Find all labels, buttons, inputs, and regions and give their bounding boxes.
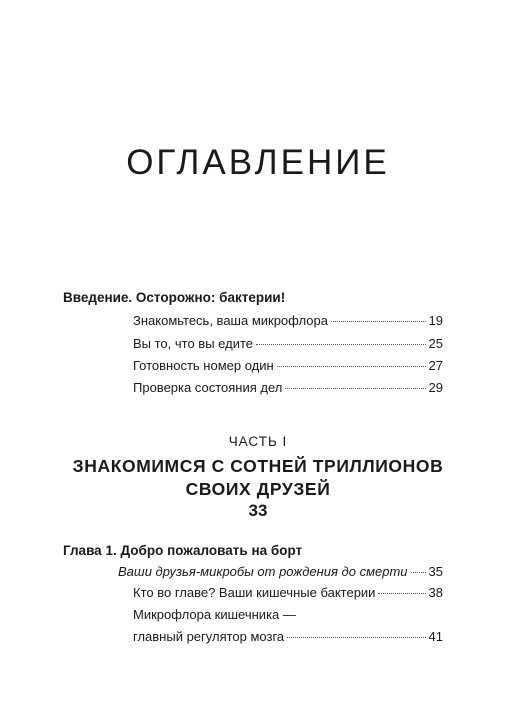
dot-leader <box>256 344 426 345</box>
chapter-heading: Глава 1. Добро пожаловать на борт <box>63 543 303 558</box>
toc-entry-page: 29 <box>428 380 443 395</box>
dot-leader <box>277 366 426 367</box>
toc-entry-page: 19 <box>428 313 443 328</box>
part-title <box>0 455 516 501</box>
dot-leader <box>287 637 425 638</box>
toc-entry[interactable] <box>133 313 443 329</box>
toc-subsection[interactable] <box>118 564 443 580</box>
part-title-line: ЗНАКОМИМСЯ С СОТНЕЙ ТРИЛЛИОНОВ <box>72 456 444 476</box>
part-title-line: СВОИХ ДРУЗЕЙ <box>185 479 331 499</box>
intro-heading: Введение. Осторожно: бактерии! <box>63 290 286 305</box>
page-title: ОГЛАВЛЕНИЕ <box>126 143 390 182</box>
toc-entry-label: Знакомьтесь, ваша микрофлора <box>133 313 328 328</box>
dot-leader <box>285 388 425 389</box>
toc-entry-label: Ваши друзья-микробы от рождения до смерти <box>118 564 408 579</box>
toc-entry[interactable] <box>133 380 443 396</box>
toc-entry[interactable] <box>133 358 443 374</box>
toc-entry-label: Вы то, что вы едите <box>133 336 254 351</box>
toc-entry-label-line: Микрофлора кишечника — <box>133 607 296 622</box>
toc-entry-page: 27 <box>428 358 443 373</box>
toc-entry-page: 35 <box>428 564 443 579</box>
toc-entry-label: Готовность номер один <box>133 358 274 373</box>
toc-entry-label: главный регулятор мозга <box>133 629 285 644</box>
dot-leader <box>411 572 426 573</box>
toc-entry[interactable] <box>133 336 443 352</box>
toc-entry-label: Проверка состояния дел <box>133 380 283 395</box>
dot-leader <box>378 593 425 594</box>
dot-leader <box>331 321 426 322</box>
toc-entry[interactable] <box>133 629 443 645</box>
toc-entry[interactable] <box>133 585 443 601</box>
part-label: ЧАСТЬ I <box>228 434 288 449</box>
toc-entry-page: 41 <box>428 629 443 644</box>
toc-entry-label: Кто во главе? Ваши кишечные бактерии <box>133 585 376 600</box>
toc-entry-page: 38 <box>428 585 443 600</box>
part-page-number: 33 <box>248 501 268 520</box>
toc-entry-page: 25 <box>428 336 443 351</box>
